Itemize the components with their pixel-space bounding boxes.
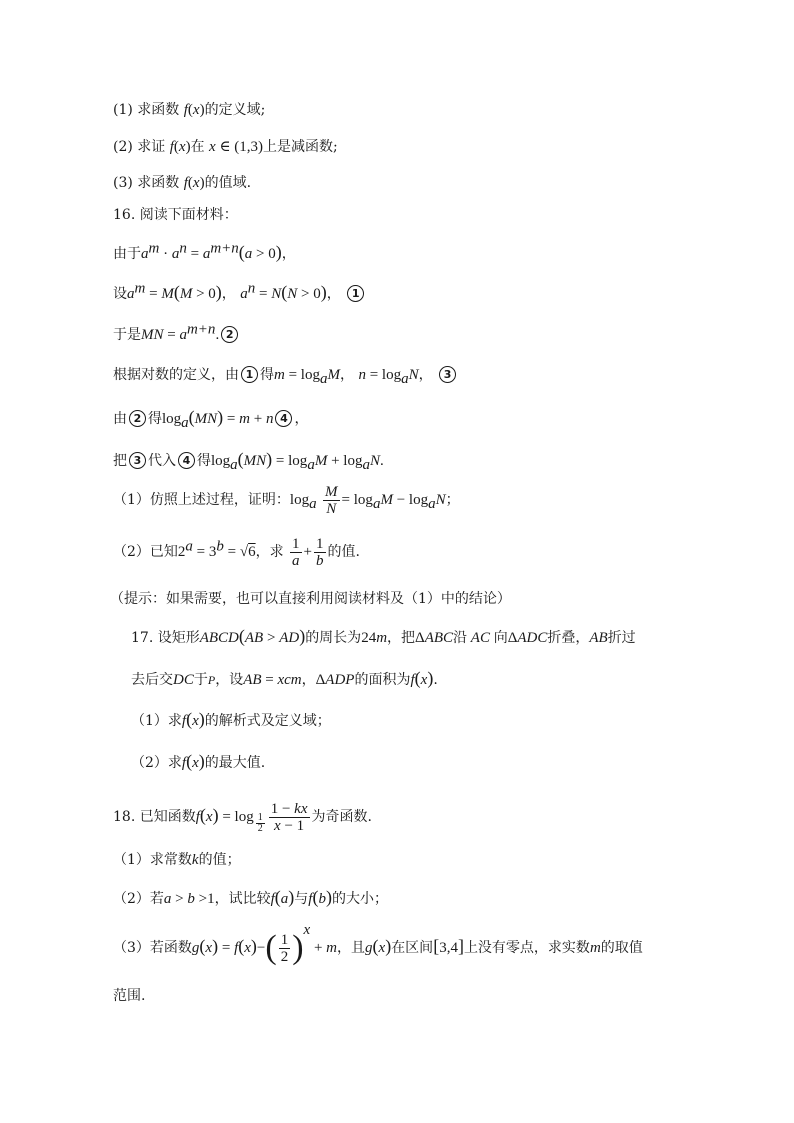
q16-line4: 根据对数的定义，由 1 得$m = \log_aM$， $n = \log_aN$， 3 [113, 365, 458, 385]
fraction-1-over-a: $\frac{1}{a}$ [292, 535, 300, 569]
circle-marker-1b: 1 [241, 366, 258, 383]
q16-sub1: （1）仿照上述过程，证明：$\log_a$ $\frac{M}{N}$ = $\log_aM - \log_aN$； [113, 483, 460, 517]
q18-line1: 18. 已知函数f(x) = log $\frac{1}{2}$ $\frac{1 - kx}{x - 1}$ 为奇函数. [113, 800, 372, 834]
fraction-one-half: $\frac{1}{2}$ [280, 931, 289, 965]
log-base-half: $\frac{1}{2}$ [257, 812, 263, 834]
q16-line3: 于是MN = $a^{m+n}$. 2 [113, 325, 240, 345]
q18-sub1: （1）求常数k的值； [113, 852, 241, 868]
q16-title: 16. 阅读下面材料： [113, 207, 238, 223]
circle-marker-2b: 2 [129, 410, 146, 427]
q17-sub2: （2）求f(x)的最大值. [131, 751, 266, 771]
circle-marker-3b: 3 [129, 452, 146, 469]
q16-line2: 设$a^m = M(M > 0)$， $a^n = N(N > 0)$， 1 [113, 282, 366, 304]
circle-marker-4b: 4 [178, 452, 195, 469]
q15-item3: (3) 求函数 f(x)的值域. [113, 175, 252, 191]
q16-line5: 由 2 得$\log_a(MN) = m + n$ 4 ， [113, 407, 309, 431]
circle-marker-3: 3 [439, 366, 456, 383]
circle-marker-2: 2 [221, 326, 238, 343]
q17-line2: 去后交DC于P，设AB = xcm，ΔADP的面积为f(x). [131, 668, 438, 688]
fraction-1-minus-kx: $\frac{1 - kx}{x - 1}$ [270, 800, 308, 834]
fraction-m-over-n: $\frac{M}{N}$ [325, 483, 338, 517]
q18-sub2: （2）若a > b >1，试比较f(a)与f(b)的大小； [113, 887, 388, 907]
q16-sub2: （2）已知$2^a = 3^b = √6$，求 $\frac{1}{a}$ + $\frac{1}{b}$ 的值. [113, 535, 360, 569]
circle-marker-4: 4 [275, 410, 292, 427]
q16-hint: （提示：如果需要，也可以直接利用阅读材料及（1）中的结论） [110, 591, 511, 607]
q16-line1: 由于$a^m \cdot a^n = a^{m+n}(a > 0)$， [113, 240, 296, 262]
q15-item2: (2) 求证 f(x)在 x ∈ (1,3)上是减函数; [113, 139, 338, 155]
fraction-1-over-b: $\frac{1}{b}$ [316, 535, 324, 569]
q15-item1: (1) 求函数 f(x)的定义域; [113, 102, 266, 118]
q16-line6: 把 3 代入 4 得$\log_a(MN) = \log_aM + \log_aN$. [113, 449, 384, 473]
q17-line1: 17. 设矩形ABCD(AB > AD)的周长为24m，把ΔABC沿 AC 向ΔADC折叠，AB折过 [131, 626, 636, 646]
q17-sub1: （1）求f(x)的解析式及定义域； [131, 709, 331, 729]
circle-marker-1: 1 [347, 285, 364, 302]
q18-sub3-cont: 范围. [113, 988, 146, 1004]
q18-sub3: （3）若函数g(x) = f(x)−( $\frac{1}{2}$ )$^x$ + m，且g(x)在区间[3,4]上没有零点，求实数m的取值 [113, 922, 643, 966]
